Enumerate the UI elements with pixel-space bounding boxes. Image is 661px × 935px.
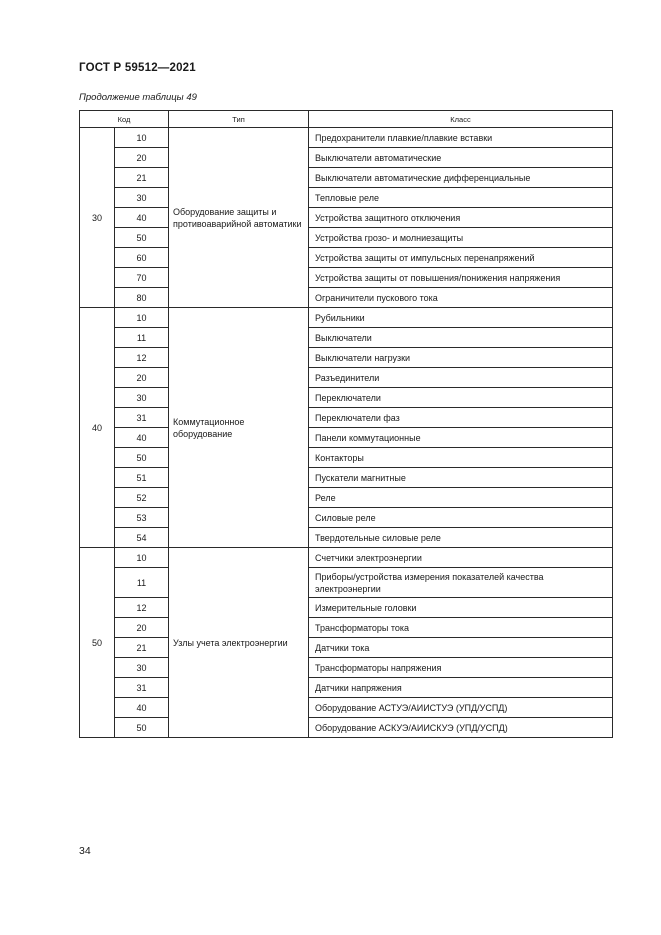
table-row xyxy=(80,248,613,268)
subcode-cell: 20 xyxy=(115,148,169,168)
class-cell: Выключатели xyxy=(309,328,613,348)
class-cell: Измерительные головки xyxy=(309,598,613,618)
subcode-cell: 20 xyxy=(115,368,169,388)
table-row xyxy=(80,698,613,718)
table-row xyxy=(80,638,613,658)
subcode-cell: 40 xyxy=(115,208,169,228)
class-cell: Выключатели автоматические дифференциальные xyxy=(309,168,613,188)
table-caption: Продолжение таблицы 49 xyxy=(79,92,197,103)
class-cell: Тепловые реле xyxy=(309,188,613,208)
subcode-cell: 51 xyxy=(115,468,169,488)
subcode-cell: 10 xyxy=(115,548,169,568)
class-cell: Переключатели фаз xyxy=(309,408,613,428)
subcode-cell: 40 xyxy=(115,698,169,718)
table-row xyxy=(80,308,613,328)
class-cell: Счетчики электроэнергии xyxy=(309,548,613,568)
subcode-cell: 40 xyxy=(115,428,169,448)
table-row xyxy=(80,368,613,388)
table-row xyxy=(80,568,613,598)
group-code-cell: 40 xyxy=(80,308,115,548)
subcode-cell: 50 xyxy=(115,718,169,738)
class-cell: Датчики тока xyxy=(309,638,613,658)
subcode-cell: 30 xyxy=(115,658,169,678)
subcode-cell: 12 xyxy=(115,348,169,368)
table-row xyxy=(80,548,613,568)
subcode-cell: 70 xyxy=(115,268,169,288)
class-cell: Переключатели xyxy=(309,388,613,408)
table-row xyxy=(80,618,613,638)
table-row xyxy=(80,658,613,678)
classification-table xyxy=(79,110,613,738)
subcode-cell: 20 xyxy=(115,618,169,638)
subcode-cell: 11 xyxy=(115,568,169,598)
table-row xyxy=(80,598,613,618)
class-cell: Выключатели автоматические xyxy=(309,148,613,168)
subcode-cell: 12 xyxy=(115,598,169,618)
class-cell: Контакторы xyxy=(309,448,613,468)
subcode-cell: 21 xyxy=(115,638,169,658)
table-row xyxy=(80,428,613,448)
class-cell: Датчики напряжения xyxy=(309,678,613,698)
group-type-cell: Узлы учета электроэнергии xyxy=(169,548,309,738)
class-cell: Приборы/устройства измерения показателей качества электроэнергии xyxy=(309,568,613,598)
table-row xyxy=(80,168,613,188)
class-cell: Оборудование АСТУЭ/АИИСТУЭ (УПД/УСПД) xyxy=(309,698,613,718)
table-row xyxy=(80,288,613,308)
subcode-cell: 10 xyxy=(115,308,169,328)
column-header-type: Тип xyxy=(169,111,309,128)
class-cell: Устройства защиты от импульсных перенапряжений xyxy=(309,248,613,268)
table-row xyxy=(80,188,613,208)
group-code-cell: 50 xyxy=(80,548,115,738)
class-cell: Трансформаторы тока xyxy=(309,618,613,638)
subcode-cell: 53 xyxy=(115,508,169,528)
table-row xyxy=(80,348,613,368)
column-header-code: Код xyxy=(80,111,169,128)
page-number: 34 xyxy=(79,845,91,857)
table-row xyxy=(80,528,613,548)
subcode-cell: 30 xyxy=(115,188,169,208)
table-row xyxy=(80,678,613,698)
class-cell: Устройства грозо- и молниезащиты xyxy=(309,228,613,248)
table-row xyxy=(80,208,613,228)
table-row xyxy=(80,718,613,738)
class-cell: Ограничители пускового тока xyxy=(309,288,613,308)
subcode-cell: 54 xyxy=(115,528,169,548)
subcode-cell: 50 xyxy=(115,448,169,468)
class-cell: Панели коммутационные xyxy=(309,428,613,448)
table-row xyxy=(80,228,613,248)
table-row xyxy=(80,388,613,408)
table-row xyxy=(80,128,613,148)
group-code-cell: 30 xyxy=(80,128,115,308)
class-cell: Рубильники xyxy=(309,308,613,328)
table-row xyxy=(80,408,613,428)
subcode-cell: 11 xyxy=(115,328,169,348)
subcode-cell: 30 xyxy=(115,388,169,408)
table-body xyxy=(80,128,613,738)
class-cell: Реле xyxy=(309,488,613,508)
subcode-cell: 80 xyxy=(115,288,169,308)
subcode-cell: 21 xyxy=(115,168,169,188)
subcode-cell: 60 xyxy=(115,248,169,268)
table-header-row xyxy=(80,111,613,128)
column-header-class: Класс xyxy=(309,111,613,128)
group-type-cell: Оборудование защиты и противоаварийной автоматики xyxy=(169,128,309,308)
group-type-cell: Коммутационное оборудование xyxy=(169,308,309,548)
class-cell: Пускатели магнитные xyxy=(309,468,613,488)
table-row xyxy=(80,268,613,288)
subcode-cell: 50 xyxy=(115,228,169,248)
subcode-cell: 31 xyxy=(115,678,169,698)
table-row xyxy=(80,468,613,488)
subcode-cell: 10 xyxy=(115,128,169,148)
table-row xyxy=(80,148,613,168)
class-cell: Разъединители xyxy=(309,368,613,388)
table-row xyxy=(80,508,613,528)
class-cell: Выключатели нагрузки xyxy=(309,348,613,368)
class-cell: Трансформаторы напряжения xyxy=(309,658,613,678)
subcode-cell: 31 xyxy=(115,408,169,428)
table-row xyxy=(80,448,613,468)
table-row xyxy=(80,328,613,348)
class-cell: Оборудование АСКУЭ/АИИСКУЭ (УПД/УСПД) xyxy=(309,718,613,738)
class-cell: Устройства защиты от повышения/понижения напряжения xyxy=(309,268,613,288)
class-cell: Устройства защитного отключения xyxy=(309,208,613,228)
document-standard-title: ГОСТ Р 59512—2021 xyxy=(79,62,196,74)
table-row xyxy=(80,488,613,508)
class-cell: Силовые реле xyxy=(309,508,613,528)
class-cell: Твердотельные силовые реле xyxy=(309,528,613,548)
class-cell: Предохранители плавкие/плавкие вставки xyxy=(309,128,613,148)
subcode-cell: 52 xyxy=(115,488,169,508)
